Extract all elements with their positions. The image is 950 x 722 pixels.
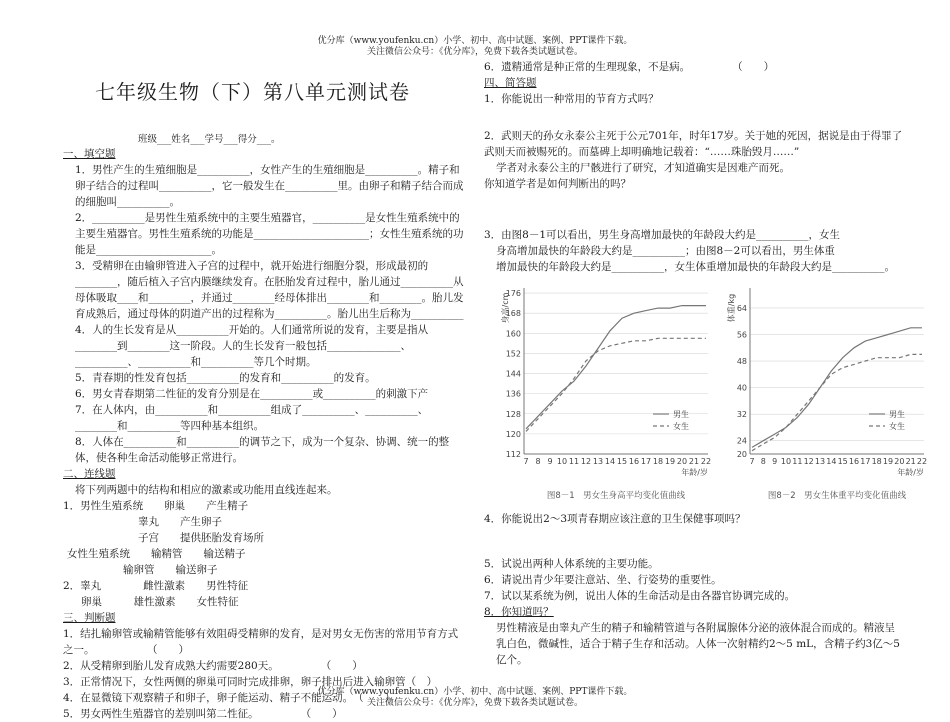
judge-4: 4．在显微镜下观察精子和卵子，卵子能运动、精子不能运动。 （ ） (63, 692, 396, 704)
answer-q1: 1．你能说出一种常用的节育方式吗？ (484, 93, 659, 105)
x-tick-label-5: 12 (803, 457, 814, 466)
y-tick-label-4: 48 (736, 357, 747, 367)
x-tick-label-6: 13 (592, 457, 604, 466)
question-7: 7．在人体内，由__________和__________组成了__________、__________、________和__________等四种基本组织。 (75, 404, 429, 432)
x-tick-label-1: 8 (535, 457, 541, 466)
x-tick-label-5: 12 (580, 457, 592, 466)
section-true-false: 三、判断题 (63, 612, 116, 624)
right-column (484, 59, 904, 107)
x-tick-label-8: 15 (837, 457, 848, 466)
y-tick-label-3: 136 (505, 389, 521, 399)
y-tick-label-1: 120 (505, 429, 521, 439)
judge-1: 1．结扎输卵管或输精管能够有效阻碍受精卵的发育，是对男女无伤害的常用节育方式之一。 （ ） (63, 628, 459, 656)
match-1-row-a: 1．男性生殖系统 卵巢 产生精子 (63, 500, 249, 512)
x-tick-label-0: 7 (749, 457, 755, 466)
answer-q2-block (484, 128, 904, 192)
x-tick-label-7: 14 (604, 457, 616, 466)
x-tick-label-10: 17 (640, 457, 652, 466)
section-fill-blank: 一、填空题 (63, 148, 116, 160)
height-chart (498, 282, 714, 502)
answer-q3-block (484, 227, 924, 275)
match-1-row-d: 女性生殖系统 输精管 输送精子 (67, 548, 246, 560)
weight-chart (724, 282, 930, 502)
x-tick-label-3: 10 (556, 457, 568, 466)
answer-q4-block (484, 511, 904, 527)
x-tick-label-13: 20 (676, 457, 688, 466)
x-tick-label-9: 16 (628, 457, 640, 466)
chart-title: 图8－1 男女生身高平均变化值曲线 (546, 491, 686, 501)
judge-5: 5．男女两性生殖器官的差别叫第二性征。 （ ） (63, 708, 343, 720)
x-tick-label-14: 21 (688, 457, 700, 466)
answer-q7: 7．试以某系统为例，说出人体的生命活动是由各器官协调完成的。 (484, 590, 796, 602)
legend-label-0: 男生 (673, 410, 689, 419)
x-tick-label-15: 22 (916, 457, 928, 466)
x-tick-label-6: 13 (814, 457, 826, 466)
footer-line-1: 优分库（www.youfenku.cn）小学、初中、高中试题、案例、PPT课件下载。 (317, 687, 633, 697)
x-tick-label-12: 19 (664, 457, 676, 466)
left-column (63, 146, 467, 722)
x-tick-label-4: 11 (568, 457, 580, 466)
answer-q5-q8-block (484, 556, 904, 668)
match-1-row-b: 睾丸 产生卵子 (138, 516, 222, 528)
x-tick-label-14: 21 (905, 457, 916, 466)
answer-q2-context: 学者对永泰公主的尸骸进行了研究，才知道确实是因难产而死。 (496, 162, 790, 174)
x-tick-label-12: 19 (882, 457, 894, 466)
question-4: 4．人的生长发育是从__________开始的。人们通常所说的发育，主要是指从________到________这一阶段。人的生长发育一般包括______________、__________、__________和__________等几个时期。 (75, 324, 429, 368)
student-info-line: 班级___姓名___学号___得分___。 (138, 134, 281, 145)
page-title: 七年级生物（下）第八单元测试卷 (95, 80, 410, 104)
y-tick-label-4: 144 (505, 369, 521, 379)
answer-q3-line-2: 身高增加最快的年龄段大约是__________；由图8－2可以看出，男生体重 (496, 245, 835, 257)
match-1-row-c: 子宫 提供胚胎发育场所 (138, 532, 264, 544)
section-did-you-know: 8．你知道吗？ (484, 606, 554, 618)
y-tick-label-3: 40 (736, 383, 747, 393)
answer-q3-line-3: 增加最快的年龄段大约是__________，女生体重增加最快的年龄段大约是__________。 (496, 261, 895, 273)
x-tick-label-10: 17 (860, 457, 871, 466)
x-tick-label-13: 20 (894, 457, 905, 466)
x-axis-label: 年龄/岁 (681, 468, 708, 477)
question-1: 1．男性产生的生殖细胞是__________，女性产生的生殖细胞是__________。精子和卵子结合的过程叫__________，它一般发生在__________里。由卵子和精子结合而成的细胞叫__________。 (75, 164, 464, 208)
series-line-female (752, 354, 922, 450)
answer-q4: 4．你能说出2～3项青春期应该注意的卫生保健事项吗？ (484, 513, 746, 525)
question-6: 6．男女青春期第二性征的发育分别是在__________或__________的刺激下产 (75, 388, 429, 400)
legend-label-0: 男生 (889, 410, 905, 419)
x-tick-label-1: 8 (760, 457, 766, 466)
x-tick-label-4: 11 (792, 457, 803, 466)
answer-q5: 5．试说出两种人体系统的主要功能。 (484, 558, 659, 570)
matching-instruction: 将下列两题中的结构和相应的激素或功能用直线连起来。 (75, 484, 338, 496)
question-5: 5．青春期的性发育包括__________的发育和__________的发育。 (75, 372, 376, 384)
x-tick-label-15: 22 (700, 457, 712, 466)
match-2-row-a: 2．睾丸 雌性激素 男性特征 (63, 580, 249, 592)
answer-q3-line-1: 3．由图8－1可以看出，男生身高增加最快的年龄段大约是__________，女生 (484, 229, 841, 241)
answer-q6: 6．请说出青少年要注意站、坐、行姿势的重要性。 (484, 574, 722, 586)
judge-6: 6．遗精通常是种正常的生理现象，不是病。 （ ） (484, 61, 775, 73)
y-tick-label-5: 56 (736, 330, 747, 340)
x-tick-label-3: 10 (780, 457, 792, 466)
y-tick-label-0: 20 (736, 450, 747, 459)
match-2-row-b: 卵巢 雄性激素 女性特征 (81, 596, 239, 608)
answer-q2-question: 你知道学者是如何判断出的吗？ (484, 178, 631, 190)
x-tick-label-11: 18 (652, 457, 664, 466)
chart-title: 图8－2 男女生体重平均变化值曲线 (767, 491, 907, 501)
x-tick-label-7: 14 (826, 457, 837, 466)
y-tick-label-2: 128 (505, 409, 521, 419)
y-tick-label-0: 112 (505, 450, 521, 459)
legend-label-1: 女生 (673, 422, 689, 431)
y-tick-label-1: 24 (736, 436, 747, 446)
header-line-1: 优分库（www.youfenku.cn）小学、初中、高中试题、案例、PPT课件下载。 (317, 36, 633, 46)
question-3: 3．受精卵在由输卵管进入子宫的过程中，就开始进行细胞分裂，形成最初的________，随后植入子宫内膜继续发育。在胚胎发育过程中，胎儿通过__________从母体吸取____和________，并通过________经母体排出________和________。胎儿发育成熟后，通过母体的阴道产出的过程称为__________。胎儿出生后称为__________ (75, 260, 464, 320)
y-axis-label: 身高/cm (501, 292, 510, 324)
section-short-answer: 四、简答题 (484, 77, 537, 89)
legend-label-1: 女生 (889, 422, 905, 431)
match-1-row-e: 输卵管 输送卵子 (123, 564, 218, 576)
x-tick-label-2: 9 (547, 457, 553, 466)
page-header (0, 36, 950, 58)
question-2: 2．__________是男性生殖系统中的主要生殖器官，__________是女性生殖系统中的主要生殖器官。男性生殖系统的功能是______________________；女性生殖系统的功能是______________________。 (75, 212, 464, 256)
question-8: 8．人体在__________和__________的调节之下，成为一个复杂、协调、统一的整体，使各种生命活动能够正常进行。 (75, 436, 450, 464)
section-matching: 二、连线题 (63, 468, 116, 480)
y-axis-label: 体重/kg (727, 293, 736, 323)
y-tick-label-7: 168 (505, 309, 521, 319)
y-tick-label-8: 176 (505, 289, 521, 299)
answer-q2-text: 2．武则天的孙女永泰公主死于公元701年，时年17岁。关于她的死因，据说是由于得罪了武则天而被赐死的。而墓碑上却明确地记载着：“……珠胎毁月……” (484, 130, 903, 158)
x-tick-label-8: 15 (616, 457, 628, 466)
footer-line-2: 关注微信公众号：《优分库》，免费下载各类试题试卷。 (366, 698, 583, 708)
x-tick-label-9: 16 (848, 457, 860, 466)
y-tick-label-6: 160 (505, 329, 521, 339)
judge-3: 3．正常情况下，女性两侧的卵巢可同时完成排卵，卵子排出后进入输卵管（ ） (63, 676, 438, 688)
header-line-2: 关注微信公众号：《优分库》，免费下载各类试题试卷。 (366, 47, 583, 57)
x-axis-label: 年龄/岁 (897, 468, 924, 477)
x-tick-label-11: 18 (871, 457, 882, 466)
judge-2: 2．从受精卵到胎儿发育成熟大约需要280天。 （ ） (63, 660, 363, 672)
y-tick-label-2: 32 (736, 410, 747, 420)
y-tick-label-6: 64 (736, 303, 747, 313)
y-tick-label-5: 152 (505, 349, 521, 359)
x-tick-label-0: 7 (523, 457, 529, 466)
did-you-know-text: 男性精液是由睾丸产生的精子和输精管道与各附属腺体分泌的液体混合而成的。精液呈乳白色，微碱性，适合于精子生存和活动。人体一次射精约2～5 mL，含精子约3亿～5亿个。 (496, 622, 900, 666)
x-tick-label-2: 9 (772, 457, 778, 466)
